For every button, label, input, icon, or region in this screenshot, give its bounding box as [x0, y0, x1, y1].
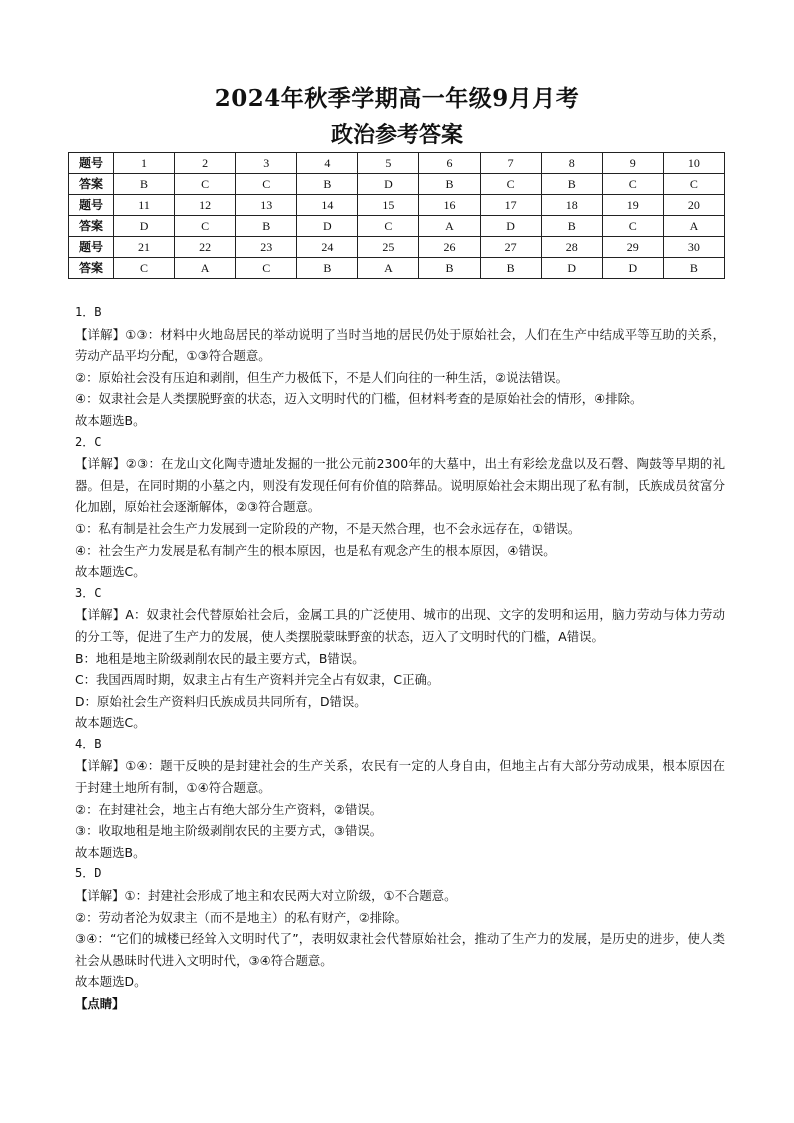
- answer-table-cell: 2: [175, 153, 236, 174]
- answer-table-row: [69, 174, 725, 195]
- answer-table-cell: 16: [419, 195, 480, 216]
- answer-table-cell: C: [663, 174, 724, 195]
- explanation-line: 故本题选B。: [75, 412, 146, 428]
- answer-table-cell: 1: [114, 153, 175, 174]
- answer-table-cell: 12: [175, 195, 236, 216]
- explanation-line: 故本题选C。: [75, 715, 146, 731]
- answer-table-cell: C: [175, 216, 236, 237]
- question-number: 3．C: [75, 585, 102, 600]
- answer-table-cell: B: [541, 216, 602, 237]
- answer-table-cell: 22: [175, 237, 236, 258]
- explanation-item: [75, 863, 725, 993]
- explanation-line: ③④：“它们的城楼已经耸入文明时代了”，表明奴隶社会代替原始社会，推动了生产力的发展，是历史的进步，使人类社会从愚昧时代进入文明时代，③④符合题意。: [75, 931, 725, 968]
- explanation-line: ④：奴隶社会是人类摆脱野蛮的状态，迈入文明时代的门槛，但材料考查的是原始社会的情形，④排除。: [75, 391, 643, 407]
- explanation-line: 故本题选D。: [75, 974, 147, 990]
- answer-table-cell: 10: [663, 153, 724, 174]
- row-label: 题号: [69, 237, 114, 258]
- answer-table-cell: 21: [114, 237, 175, 258]
- answer-table-row: [69, 258, 725, 279]
- answer-table-cell: B: [419, 258, 480, 279]
- answer-table-cell: A: [175, 258, 236, 279]
- answer-table-cell: D: [541, 258, 602, 279]
- answer-table-cell: D: [297, 216, 358, 237]
- answer-table-cell: 4: [297, 153, 358, 174]
- answer-table-cell: D: [358, 174, 419, 195]
- question-number: 5．D: [75, 866, 102, 881]
- explanations: [75, 302, 725, 1015]
- answer-table-cell: A: [419, 216, 480, 237]
- answer-table-cell: B: [114, 174, 175, 195]
- answer-table-row: [69, 153, 725, 174]
- document-title: 2024年秋季学期高一年级9月月考: [214, 85, 580, 112]
- answer-table-cell: C: [480, 174, 541, 195]
- answer-table-row: [69, 195, 725, 216]
- explanation-line: 故本题选C。: [75, 564, 146, 580]
- answer-table-row: [69, 216, 725, 237]
- explanation-line: C：我国西周时期，奴隶主占有生产资料并完全占有奴隶，C正确。: [75, 672, 440, 688]
- explanation-line: ④：社会生产力发展是私有制产生的根本原因，也是私有观念产生的根本原因，④错误。: [75, 542, 556, 558]
- explanation-line: 【详解】②③：在龙山文化陶寺遗址发掘的一批公元前2300年的大墓中，出土有彩绘龙盘以及石磬、陶鼓等早期的礼器。但是，在同时期的小墓之内，则没有发现任何有价值的陪葬品。说明原始社会末期出现了私有制，氏族成员贫富分化加剧，原始社会逐渐解体，②③符合题意。: [75, 456, 725, 515]
- answer-table-cell: 18: [541, 195, 602, 216]
- answer-table-cell: A: [663, 216, 724, 237]
- answer-table-cell: C: [114, 258, 175, 279]
- explanation-item: [75, 734, 725, 864]
- answer-table-cell: C: [602, 174, 663, 195]
- question-number: 1．B: [75, 305, 102, 319]
- answer-table-cell: 6: [419, 153, 480, 174]
- row-label: 题号: [69, 153, 114, 174]
- answer-table-cell: D: [114, 216, 175, 237]
- answer-table-cell: 29: [602, 237, 663, 258]
- answer-table-cell: 7: [480, 153, 541, 174]
- answer-table-cell: B: [541, 174, 602, 195]
- answer-table-cell: A: [358, 258, 419, 279]
- answer-table-cell: 24: [297, 237, 358, 258]
- explanation-line: B：地租是地主阶级剥削农民的最主要方式，B错误。: [75, 650, 365, 666]
- row-label: 答案: [69, 258, 114, 279]
- answer-table-cell: 13: [236, 195, 297, 216]
- answer-table-cell: 8: [541, 153, 602, 174]
- answer-table-cell: D: [602, 258, 663, 279]
- answer-table-cell: C: [358, 216, 419, 237]
- answer-table-cell: 20: [663, 195, 724, 216]
- answer-table-cell: B: [480, 258, 541, 279]
- explanation-line: ②：原始社会没有压迫和剥削，但生产力极低下，不是人们向往的一种生活，②说法错误。: [75, 369, 569, 385]
- document-subtitle: 政治参考答案: [330, 122, 463, 148]
- explanation-item: [75, 302, 725, 432]
- explanation-line: D：原始社会生产资料归氏族成员共同所有，D错误。: [75, 693, 367, 709]
- answer-table-cell: 19: [602, 195, 663, 216]
- answer-table-cell: C: [236, 258, 297, 279]
- answer-table-cell: 26: [419, 237, 480, 258]
- explanation-line: 故本题选B。: [75, 844, 146, 860]
- explanation-line: 【详解】A：奴隶社会代替原始社会后，金属工具的广泛使用、城市的出现、文字的发明和运用，脑力劳动与体力劳动的分工等，促进了生产力的发展，使人类摆脱蒙昧野蛮的状态，迈入了文明时代的门槛，A错误。: [75, 607, 725, 644]
- explanation-line: ②：在封建社会，地主占有绝大部分生产资料，②错误。: [75, 801, 383, 817]
- answer-table-cell: B: [297, 258, 358, 279]
- row-label: 答案: [69, 174, 114, 195]
- answer-table-cell: 27: [480, 237, 541, 258]
- answer-table-cell: B: [236, 216, 297, 237]
- answer-table-cell: 9: [602, 153, 663, 174]
- pointer-heading: 【点睛】: [75, 996, 125, 1011]
- explanation-line: 【详解】①③：材料中火地岛居民的举动说明了当时当地的居民仍处于原始社会，人们在生产中结成平等互助的关系，劳动产品平均分配，①③符合题意。: [75, 326, 725, 364]
- answer-table-cell: 5: [358, 153, 419, 174]
- answer-table-cell: B: [663, 258, 724, 279]
- explanation-item: [75, 583, 725, 734]
- explanation-line: ③：收取地租是地主阶级剥削农民的主要方式，③错误。: [75, 823, 383, 839]
- answer-table-cell: 30: [663, 237, 724, 258]
- answer-table-cell: 25: [358, 237, 419, 258]
- question-number: 2．C: [75, 434, 102, 449]
- answer-table-cell: C: [175, 174, 236, 195]
- explanation-item: [75, 432, 725, 583]
- answer-table-cell: C: [236, 174, 297, 195]
- row-label: 题号: [69, 195, 114, 216]
- row-label: 答案: [69, 216, 114, 237]
- answer-table-cell: 17: [480, 195, 541, 216]
- answer-table-cell: B: [297, 174, 358, 195]
- explanation-line: 【详解】①④：题干反映的是封建社会的生产关系，农民有一定的人身自由，但地主占有大部分劳动成果，根本原因在于封建土地所有制，①④符合题意。: [75, 758, 725, 796]
- question-number: 4．B: [75, 736, 102, 751]
- explanation-line: ①：私有制是社会生产力发展到一定阶段的产物，不是天然合理，也不会永远存在，①错误。: [75, 520, 581, 536]
- answer-table-row: [69, 237, 725, 258]
- answer-table: [68, 152, 725, 279]
- answer-table-cell: 11: [114, 195, 175, 216]
- answer-table-cell: 15: [358, 195, 419, 216]
- explanation-line: 【详解】①：封建社会形成了地主和农民两大对立阶级，①不合题意。: [75, 888, 457, 904]
- answer-table-cell: 3: [236, 153, 297, 174]
- answer-table-cell: 28: [541, 237, 602, 258]
- answer-table-cell: 14: [297, 195, 358, 216]
- explanation-line: ②：劳动者沦为奴隶主（而不是地主）的私有财产，②排除。: [75, 909, 407, 925]
- answer-table-cell: D: [480, 216, 541, 237]
- answer-table-cell: 23: [236, 237, 297, 258]
- answer-table-cell: C: [602, 216, 663, 237]
- answer-table-cell: B: [419, 174, 480, 195]
